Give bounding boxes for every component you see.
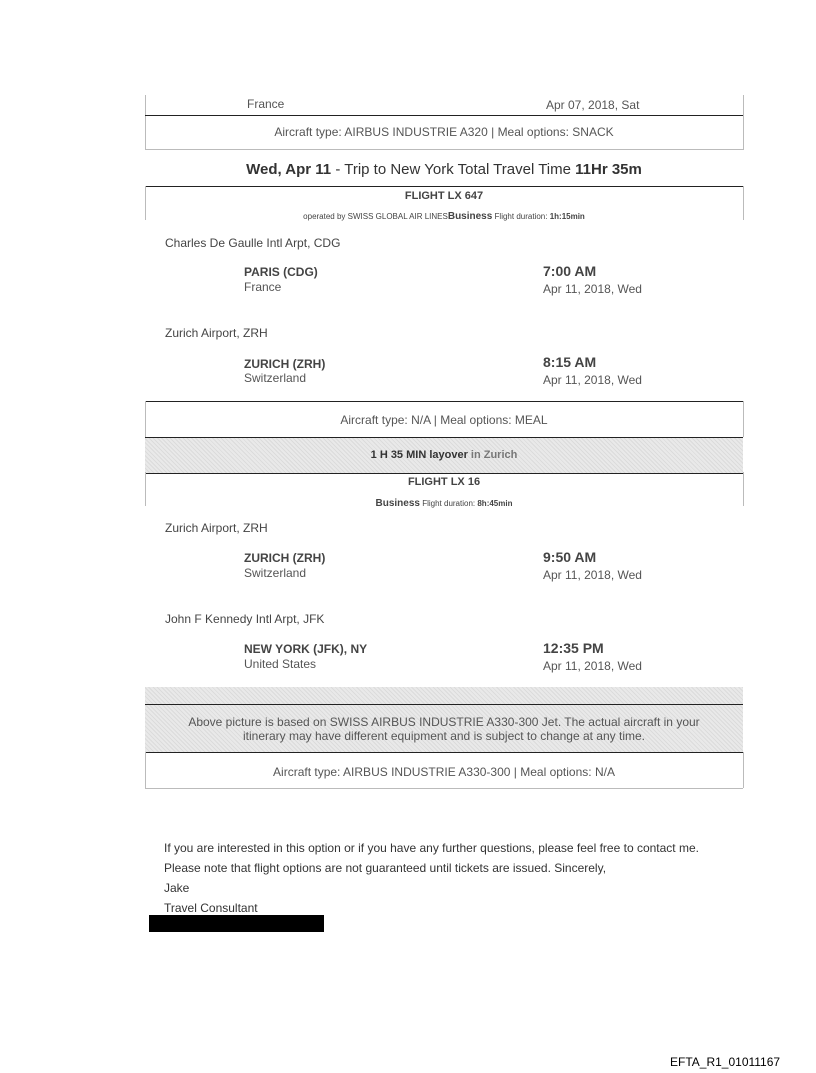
prev-aircraft-meal: Aircraft type: AIRBUS INDUSTRIE A320 | Meal options: SNACK — [274, 125, 614, 139]
flight1-dep-airport: Charles De Gaulle Intl Arpt, CDG — [165, 236, 341, 250]
flight2-dep-country: Switzerland — [244, 566, 307, 580]
flight2-duration-label: Flight duration: — [419, 499, 478, 508]
layover-place: in Zurich — [467, 449, 518, 461]
layover-banner — [145, 437, 743, 474]
letter-signature-title: Travel Consultant — [164, 901, 258, 915]
flight1-subtitle — [145, 206, 743, 224]
trip-day: Wed, Apr 11 — [246, 161, 332, 178]
prev-country: France — [247, 97, 285, 111]
flight2-arr-airport: John F Kennedy Intl Arpt, JFK — [165, 612, 325, 626]
right-border — [743, 95, 744, 150]
flight2-arr-city: NEW YORK (JFK), NY — [244, 642, 368, 656]
picture-note — [145, 715, 743, 743]
trip-total-time: 11Hr 35m — [575, 161, 642, 178]
right-border — [743, 186, 744, 220]
letter-signature-name: Jake — [164, 881, 190, 895]
flight2-dep-airport: Zurich Airport, ZRH — [165, 521, 268, 535]
flight1-aircraft-meal: Aircraft type: N/A | Meal options: MEAL — [340, 413, 548, 427]
picture-note-line2: itinerary may have different equipment and is subject to change at any time. — [242, 729, 645, 743]
trip-header-text: - Trip to New York Total Travel Time — [331, 161, 576, 178]
flight1-dep-country: France — [244, 280, 282, 294]
flight2-class: Business — [375, 498, 420, 509]
flight2-duration: 8h:45min — [477, 499, 513, 508]
flight2-arr-date: Apr 11, 2018, Wed — [543, 659, 642, 673]
flight1-arr-country: Switzerland — [244, 371, 307, 385]
letter-line2: Please note that flight options are not guaranteed until tickets are issued. Sincerely, — [164, 861, 607, 875]
flight2-dep-date: Apr 11, 2018, Wed — [543, 568, 642, 582]
divider — [145, 149, 743, 150]
flight2-dep-time: 9:50 AM — [543, 549, 597, 565]
flight1-duration: 1h:15min — [549, 212, 585, 221]
divider — [145, 788, 743, 789]
left-border — [145, 95, 146, 150]
divider — [145, 401, 743, 402]
flight2-arr-country: United States — [244, 657, 317, 671]
layover-duration: 1 H 35 MIN layover — [370, 449, 468, 461]
flight2-aircraft-meal: Aircraft type: AIRBUS INDUSTRIE A330-300 | Meal options: N/A — [273, 765, 615, 779]
flight1-arr-city: ZURICH (ZRH) — [244, 357, 326, 371]
prev-date: Apr 07, 2018, Sat — [546, 98, 640, 112]
flight1-operated-by: operated by SWISS GLOBAL AIR LINES — [303, 212, 448, 221]
flight1-arr-airport: Zurich Airport, ZRH — [165, 326, 268, 340]
layover-text — [145, 438, 743, 461]
flight1-title: FLIGHT LX 647 — [404, 190, 484, 202]
divider — [145, 752, 743, 753]
picture-note-line1: Above picture is based on SWISS AIRBUS INDUSTRIE A330-300 Jet. The actual aircraft in your — [188, 715, 700, 729]
flight1-arr-time: 8:15 AM — [543, 354, 597, 370]
flight2-title: FLIGHT LX 16 — [407, 476, 481, 488]
right-border — [743, 472, 744, 506]
letter-line1: If you are interested in this option or if you have any further questions, please feel free to contact me. — [164, 841, 699, 855]
flight2-arr-time: 12:35 PM — [543, 640, 604, 656]
divider — [145, 115, 743, 116]
divider — [145, 704, 743, 705]
right-border — [743, 752, 744, 788]
flight1-duration-label: Flight duration: — [492, 212, 550, 221]
flight2-subtitle — [145, 493, 743, 511]
flight1-dep-city: PARIS (CDG) — [244, 265, 318, 279]
trip-header — [145, 161, 743, 178]
divider — [145, 186, 743, 187]
right-border — [743, 401, 744, 437]
flight1-dep-time: 7:00 AM — [543, 263, 597, 279]
flight1-class: Business — [447, 211, 493, 222]
flight1-arr-date: Apr 11, 2018, Wed — [543, 373, 642, 387]
flight1-dep-date: Apr 11, 2018, Wed — [543, 282, 642, 296]
document-id: EFTA_R1_01011167 — [670, 1055, 781, 1069]
flight2-dep-city: ZURICH (ZRH) — [244, 551, 326, 565]
redaction-bar — [149, 915, 324, 932]
